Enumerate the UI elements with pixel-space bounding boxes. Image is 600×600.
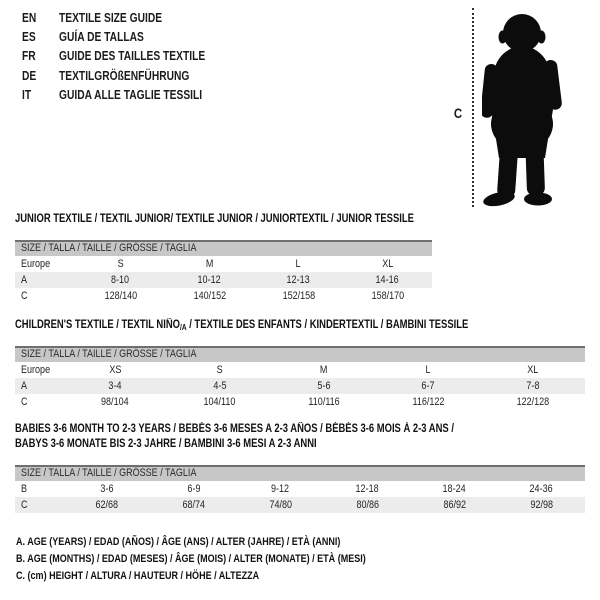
children-size-table xyxy=(15,346,585,410)
size-cell: S xyxy=(216,364,223,376)
babies-size-table xyxy=(15,465,585,513)
age-cell: 8-10 xyxy=(111,274,130,286)
size-header-bar: SIZE / TALLA / TAILLE / GRÖSSE / TAGLIA xyxy=(15,465,585,481)
section-babies-textile xyxy=(15,422,585,513)
language-row-it xyxy=(22,86,237,105)
row-label: C xyxy=(21,499,28,511)
height-cell: 92/98 xyxy=(530,499,553,511)
row-label: Europe xyxy=(21,364,51,376)
language-row-de xyxy=(22,66,237,85)
size-cell: L xyxy=(425,364,431,376)
size-cell: XL xyxy=(527,364,539,376)
language-code: DE xyxy=(22,68,37,83)
language-title: GUIDA ALLE TAGLIE TESSILI xyxy=(59,88,203,103)
legend-notes xyxy=(16,534,443,584)
note-age-years: A. AGE (YEARS) / EDAD (AÑOS) / ÂGE (ANS) / ALTER (JAHRE) / ETÀ (ANNI) xyxy=(16,536,341,548)
table-row-age xyxy=(15,378,585,394)
size-header-bar: SIZE / TALLA / TAILLE / GRÖSSE / TAGLIA xyxy=(15,346,585,362)
age-cell: 7-8 xyxy=(526,380,540,392)
language-code: ES xyxy=(22,30,36,45)
age-cell: 12-13 xyxy=(286,274,311,286)
height-cell: 152/158 xyxy=(282,290,315,302)
note-height-cm: C. (cm) HEIGHT / ALTURA / HAUTEUR / HÖHE / ALTEZZA xyxy=(16,569,260,582)
language-row-fr xyxy=(22,47,237,66)
age-cell: 4-5 xyxy=(213,380,227,392)
table-row-europe xyxy=(15,362,585,378)
row-label: Europe xyxy=(21,258,51,270)
size-header-bar: SIZE / TALLA / TAILLE / GRÖSSE / TAGLIA xyxy=(15,240,432,256)
age-cell: 6-7 xyxy=(421,380,435,392)
height-cell: 122/128 xyxy=(516,396,550,408)
size-cell: S xyxy=(117,258,124,270)
height-cell: 86/92 xyxy=(443,499,466,511)
language-title: TEXTILGRÖßENFÜHRUNG xyxy=(59,68,190,83)
age-cell: 9-12 xyxy=(271,483,290,495)
table-row-height xyxy=(15,288,432,304)
height-cell: 116/122 xyxy=(412,396,445,408)
height-cell: 98/104 xyxy=(101,396,130,408)
table-row-age xyxy=(15,272,432,288)
row-label: A xyxy=(21,380,28,392)
height-cell: 80/86 xyxy=(356,499,379,511)
junior-section-title: JUNIOR TEXTILE / TEXTIL JUNIOR/ TEXTILE JUNIOR / JUNIORTEXTIL / JUNIOR TESSILE xyxy=(15,213,414,225)
row-label: A xyxy=(21,274,28,286)
size-cell: L xyxy=(295,258,302,270)
size-cell: M xyxy=(320,364,328,376)
language-list xyxy=(22,8,237,105)
height-cell: 140/152 xyxy=(193,290,226,302)
language-row-en xyxy=(22,8,237,27)
language-code: EN xyxy=(22,10,37,25)
language-title: GUIDE DES TAILLES TEXTILE xyxy=(59,49,206,64)
height-cell: 74/80 xyxy=(269,499,292,511)
baby-silhouette-icon xyxy=(482,8,574,208)
children-section-title: CHILDREN'S TEXTILE / TEXTIL NIÑO/A / TEXTILE DES ENFANTS / KINDERTEXTIL / BAMBINI TESSILE xyxy=(15,319,469,332)
height-cell: 158/170 xyxy=(371,290,404,302)
age-cell: 3-4 xyxy=(108,380,122,392)
height-cell: 110/116 xyxy=(308,396,340,408)
height-cell: 104/110 xyxy=(203,396,236,408)
note-age-months: B. AGE (MONTHS) / EDAD (MESES) / ÂGE (MOIS) / ALTER (MONATE) / ETÀ (MESI) xyxy=(16,552,366,565)
age-cell: 6-9 xyxy=(186,483,201,495)
row-label: C xyxy=(21,290,28,302)
height-label-c: C xyxy=(453,105,463,121)
language-code: FR xyxy=(22,49,36,64)
height-cell: 62/68 xyxy=(95,499,118,511)
size-cell: M xyxy=(205,258,214,270)
age-cell: 12-18 xyxy=(355,483,380,495)
language-title: TEXTILE SIZE GUIDE xyxy=(59,10,163,25)
age-cell: 14-16 xyxy=(375,274,400,286)
row-label: C xyxy=(21,396,28,408)
age-cell: 18-24 xyxy=(442,483,467,495)
table-row-height xyxy=(15,394,585,410)
language-title: GUÍA DE TALLAS xyxy=(59,30,144,45)
table-row-europe xyxy=(15,256,432,272)
height-cell: 68/74 xyxy=(182,499,205,511)
section-junior-textile xyxy=(15,212,432,304)
babies-section-title: BABIES 3-6 MONTH TO 2-3 YEARS / BEBÉS 3-6 MESES A 2-3 AÑOS / BÉBÉS 3-6 MOIS À 2-3 ANS / BABYS 3-6 MONATE BIS 2-3 JAHRE / BAMBINI 3-6 MESI A 2-3 ANNI xyxy=(15,423,454,450)
size-cell: XS xyxy=(109,364,122,376)
language-code: IT xyxy=(22,88,32,103)
age-cell: 3-6 xyxy=(99,483,114,495)
age-cell: 5-6 xyxy=(317,380,331,392)
table-row-age-months xyxy=(15,481,585,497)
junior-size-table xyxy=(15,240,432,304)
height-dotted-line xyxy=(472,8,474,207)
table-row-height xyxy=(15,497,585,513)
age-cell: 10-12 xyxy=(197,274,222,286)
section-childrens-textile xyxy=(15,318,585,410)
language-row-es xyxy=(22,27,237,46)
row-label: B xyxy=(21,483,28,495)
height-cell: 128/140 xyxy=(104,290,137,302)
age-cell: 24-36 xyxy=(529,483,554,495)
size-cell: XL xyxy=(381,258,394,270)
title-subscript: /A xyxy=(180,323,187,332)
